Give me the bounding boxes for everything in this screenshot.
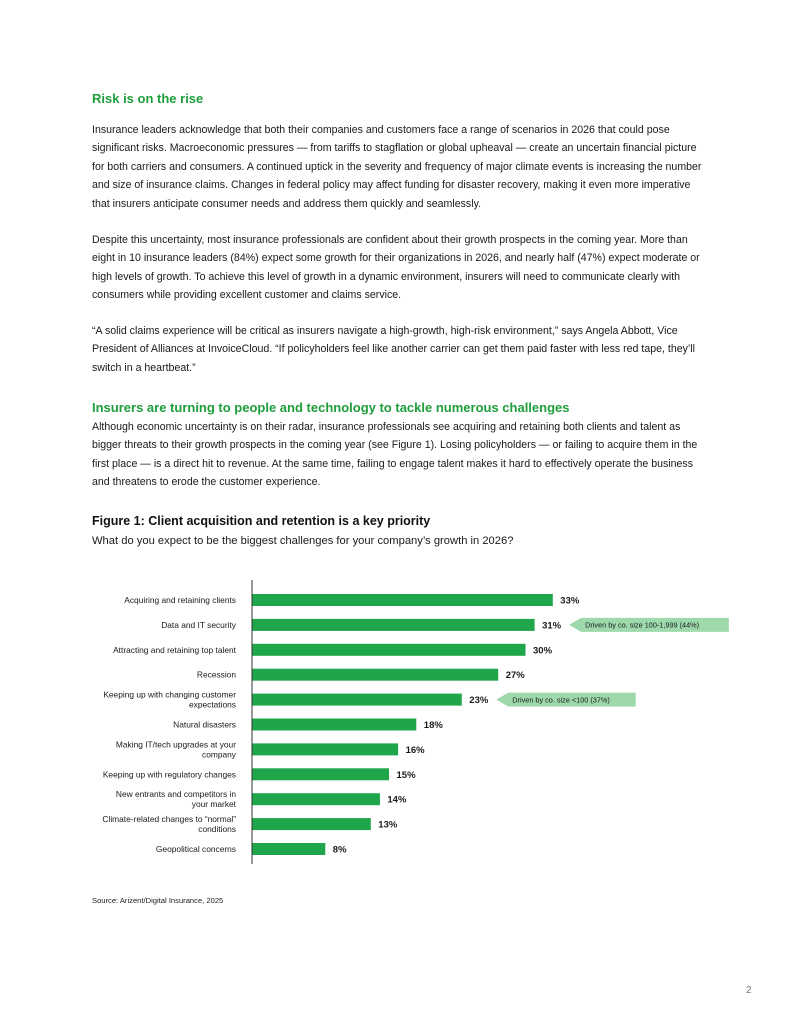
category-label-0: Acquiring and retaining clients — [124, 595, 236, 605]
category-label-5: Natural disasters — [173, 719, 236, 730]
value-label-3: 27% — [505, 670, 525, 682]
bar-0 — [253, 594, 553, 606]
value-label-4: 23% — [469, 695, 489, 707]
value-label-9: 13% — [378, 819, 398, 831]
annotation-text-1: Driven by co. size <100 (37%) — [512, 695, 610, 705]
paragraph-growth-outlook: Despite this uncertainty, most insurance professionals are confident about their growth prospects in the coming year. More than eight in 10 insurance leaders (84%) expect some growth for their organizations in 2026, and nearly half (47%) expect moderate or high levels of growth. To achieve this level of growth in a dynamic environment, insurers will need to communicate clearly with consumers while providing excellent customer and claims service. — [92, 234, 700, 302]
category-label-4: Keeping up with changing customer expectations — [103, 689, 236, 710]
value-label-7: 15% — [396, 769, 416, 781]
value-label-6: 16% — [405, 744, 425, 756]
category-label-1: Data and IT security — [161, 619, 236, 630]
value-label-0: 33% — [560, 595, 580, 607]
paragraph-challenges: Although economic uncertainty is on their radar, insurance professionals see acquiring and retaining both clients and talent as bigger threats to their growth prospects in the coming year (see Figure 1). Losing policyholders — or failing to acquire them in the first place — is a direct hit to revenue. At the same time, failing to engage talent makes it hard to effectively operate the business and threatens to erode the customer experience. — [92, 421, 698, 489]
bar-4 — [253, 694, 462, 706]
bar-7 — [253, 768, 390, 780]
bar-2 — [253, 644, 526, 656]
value-label-10: 8% — [332, 844, 347, 856]
category-label-8: New entrants and competitors in your market — [115, 789, 236, 810]
category-label-3: Recession — [196, 669, 236, 680]
page-number: 2 — [746, 985, 752, 996]
category-label-6: Making IT/tech upgrades at your company — [115, 739, 236, 760]
category-label-9: Climate-related changes to “normal” conditions — [102, 814, 236, 835]
value-label-5: 18% — [423, 720, 443, 731]
bar-9 — [253, 818, 371, 830]
bar-5 — [253, 719, 417, 731]
bar-10 — [253, 843, 326, 855]
category-label-7: Keeping up with regulatory changes — [102, 769, 236, 780]
figure-subtitle: What do you expect to be the biggest challenges for your company’s growth in 2026? — [92, 535, 514, 547]
figure-title: Figure 1: Client acquisition and retention is a key priority — [92, 514, 431, 528]
bar-3 — [253, 669, 499, 681]
value-label-2: 30% — [533, 645, 553, 657]
section-heading-challenges: Insurers are turning to people and technology to tackle numerous challenges — [92, 400, 570, 415]
bar-1 — [253, 619, 535, 631]
paragraph-risk-intro: Insurance leaders acknowledge that both their companies and customers face a range of scenarios in 2026 that could pose significant risks. Macroeconomic pressures — from tariffs to stagflation or global upheaval — create an uncertain financial picture for both carriers and consumers. A continued uptick in the severity and frequency of major climate events is increasing the number and size of insurance claims. Changes in federal policy may affect funding for disaster recovery, making it even more imperative that insurers anticipate consumer needs and address them quickly and seamlessly. — [92, 124, 702, 210]
annotation-text-0: Driven by co. size 100-1,999 (44%) — [585, 620, 700, 630]
value-label-8: 14% — [387, 794, 407, 806]
bar-chart — [0, 575, 800, 875]
bar-8 — [253, 793, 380, 805]
category-label-2: Attracting and retaining top talent — [113, 644, 236, 655]
bar-6 — [253, 743, 399, 755]
figure-source: Source: Arizent/Digital Insurance, 2025 — [92, 896, 224, 905]
section-heading-risk: Risk is on the rise — [92, 91, 204, 106]
category-label-10: Geopolitical concerns — [155, 844, 236, 854]
value-label-1: 31% — [542, 620, 562, 632]
paragraph-quote: “A solid claims experience will be critical as insurers navigate a high-growth, high-risk environment,” says Angela Abbott, Vice President of Alliances at InvoiceCloud. “If policyholders feel like another carrier can get them paid faster with less red tape, they’ll switch in a heartbeat.” — [92, 325, 695, 374]
